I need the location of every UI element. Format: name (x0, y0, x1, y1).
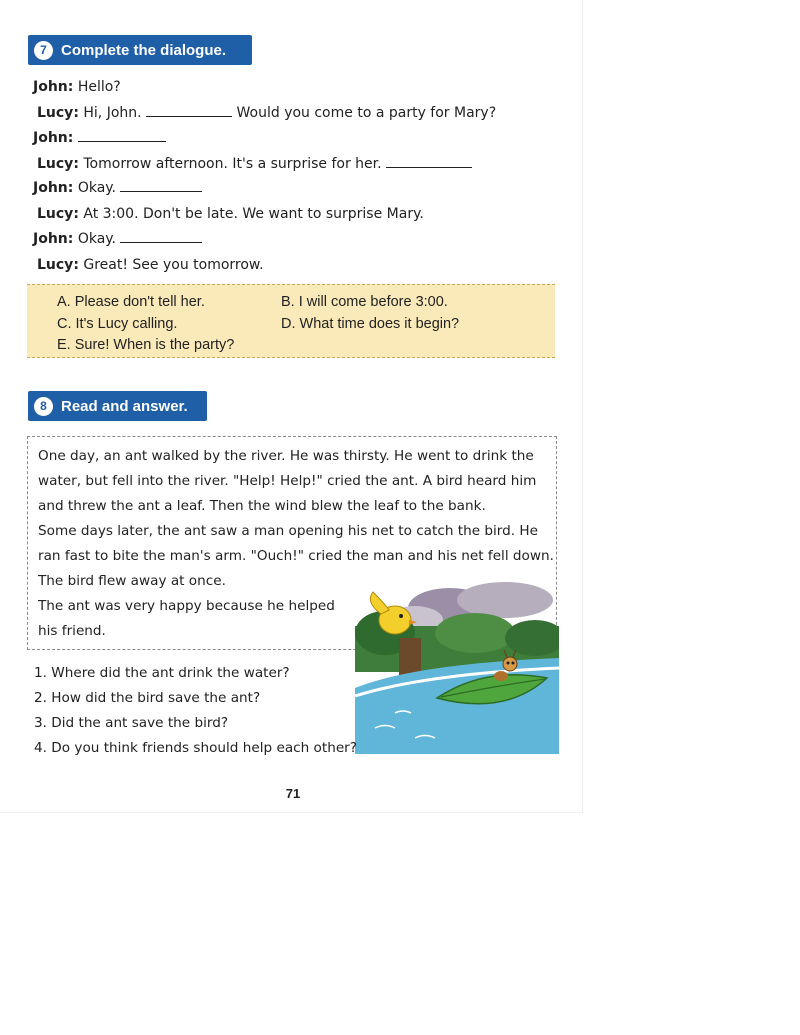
dialogue-text: At 3:00. Don't be late. We want to surprise Mary. (83, 206, 424, 222)
answer-blank-1[interactable] (146, 104, 232, 117)
story-line: The ant was very happy because he helped (38, 598, 335, 614)
speaker-john: John: (33, 130, 74, 146)
story-line: Some days later, the ant saw a man opening his net to catch the bird. He (38, 523, 538, 539)
ant-body-shape (494, 671, 508, 681)
question-2: 2. How did the bird save the ant? (34, 690, 261, 706)
option-e: E. Sure! When is the party? (57, 337, 235, 353)
speaker-john: John: (33, 180, 74, 196)
story-line: One day, an ant walked by the river. He was thirsty. He went to drink the (38, 448, 534, 464)
answer-blank-2[interactable] (78, 129, 166, 142)
answer-blank-3[interactable] (386, 155, 472, 168)
ant-head-shape (503, 657, 517, 671)
speaker-lucy: Lucy: (37, 206, 79, 222)
dialogue-text: Okay. (77, 231, 117, 247)
dialogue-text: Okay. (77, 180, 117, 196)
ant-and-bird-illustration (355, 578, 559, 754)
option-a: A. Please don't tell her. (57, 294, 205, 310)
option-b: B. I will come before 3:00. (281, 294, 448, 310)
bird-wing-shape (370, 592, 389, 614)
speaker-john: John: (33, 79, 74, 95)
dialogue-line-2 (37, 104, 496, 122)
dialogue-line-5 (33, 179, 202, 197)
dialogue-text: Hello? (77, 79, 121, 95)
question-3: 3. Did the ant save the bird? (34, 715, 229, 731)
dialogue-line-7 (33, 230, 202, 248)
question-1: 1. Where did the ant drink the water? (34, 665, 290, 681)
page-number: 71 (285, 786, 301, 801)
bird-eye-shape (399, 614, 403, 618)
dialogue-text-after: Would you come to a party for Mary? (236, 105, 497, 121)
dialogue-line-4 (37, 155, 472, 173)
dialogue-text: Hi, John. (83, 105, 142, 121)
cloud-shape (457, 582, 553, 618)
answer-blank-4[interactable] (120, 179, 202, 192)
section-7-title: Complete the dialogue. (61, 41, 227, 59)
speaker-lucy: Lucy: (37, 105, 79, 121)
river-shape (355, 658, 559, 754)
dialogue-line-1 (33, 78, 121, 96)
section-8-heading (28, 391, 207, 421)
story-line: and threw the ant a leaf. Then the wind blew the leaf to the bank. (38, 498, 486, 514)
section-7-number: 7 (34, 41, 53, 60)
dialogue-line-3 (33, 129, 166, 147)
story-line: his friend. (38, 623, 106, 639)
option-c: C. It's Lucy calling. (57, 316, 178, 332)
dialogue-line-8 (37, 256, 264, 274)
section-7-heading (28, 35, 252, 65)
speaker-lucy: Lucy: (37, 257, 79, 273)
section-8-title: Read and answer. (61, 397, 188, 415)
option-d: D. What time does it begin? (281, 316, 460, 332)
speaker-john: John: (33, 231, 74, 247)
tree-shape (435, 613, 515, 653)
ant-eye-shape (512, 662, 515, 665)
story-line: ran fast to bite the man's arm. "Ouch!" cried the man and his net fell down. (38, 548, 554, 564)
speaker-lucy: Lucy: (37, 156, 79, 172)
story-line: The bird flew away at once. (38, 573, 226, 589)
story-line: water, but fell into the river. "Help! Help!" cried the ant. A bird heard him (38, 473, 537, 489)
dialogue-text: Tomorrow afternoon. It's a surprise for her. (83, 156, 382, 172)
dialogue-text: Great! See you tomorrow. (83, 257, 264, 273)
ant-eye-shape (507, 662, 510, 665)
dialogue-line-6 (37, 205, 424, 223)
answer-blank-5[interactable] (120, 230, 202, 243)
question-4: 4. Do you think friends should help each other? (34, 740, 357, 756)
section-8-number: 8 (34, 397, 53, 416)
